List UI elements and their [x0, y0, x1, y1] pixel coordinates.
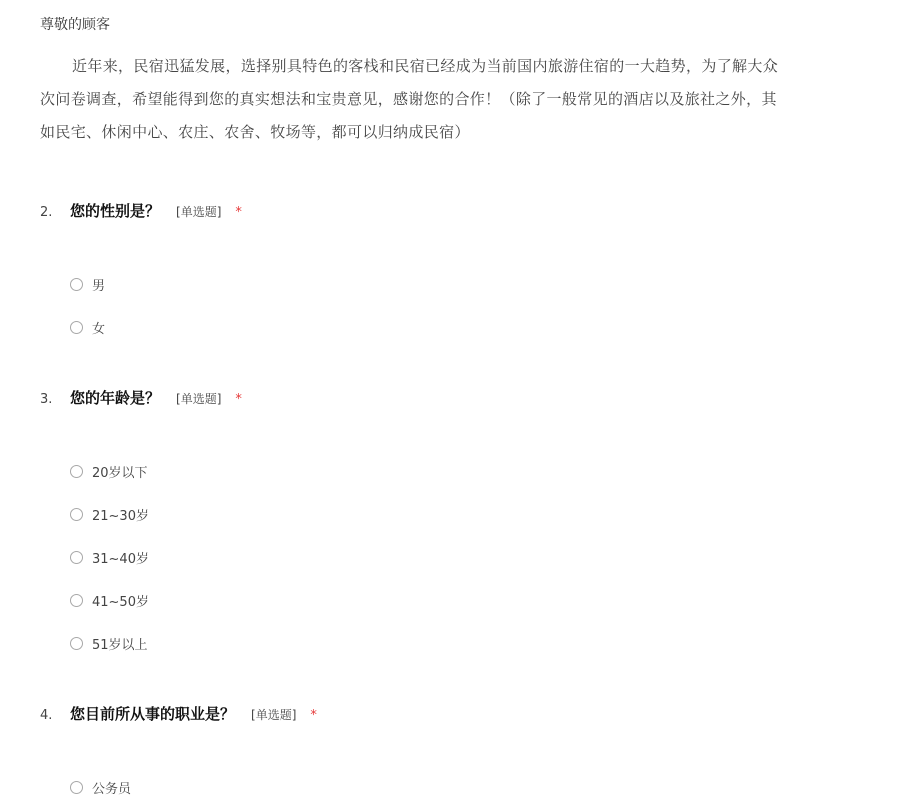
option-label: 男 — [92, 279, 106, 294]
question-number: 4. — [40, 708, 53, 723]
option-age-21-30[interactable] — [70, 493, 880, 536]
question-occupation — [40, 703, 880, 800]
options-list — [70, 263, 880, 349]
option-label: 21~30岁 — [92, 509, 149, 524]
option-label: 31~40岁 — [92, 552, 149, 567]
intro-line: 近年来，民宿迅猛发展，选择别具特色的客栈和民宿已经成为当前国内旅游住宿的一大趋势，为了解大众 — [72, 57, 779, 75]
radio-button[interactable] — [70, 278, 83, 291]
option-male[interactable] — [70, 263, 880, 306]
options-list — [70, 450, 880, 665]
question-header — [40, 387, 880, 411]
option-label: 公务员 — [92, 782, 132, 797]
option-age-under-20[interactable] — [70, 450, 880, 493]
option-label: 女 — [92, 322, 106, 337]
option-civil-servant[interactable] — [70, 766, 880, 800]
radio-button[interactable] — [70, 465, 83, 478]
option-label: 41~50岁 — [92, 595, 149, 610]
intro-line: 如民宅、休闲中心、农庄、农舍、牧场等，都可以归纳成民宿） — [40, 123, 470, 141]
option-age-41-50[interactable] — [70, 579, 880, 622]
question-header — [40, 703, 880, 727]
question-header — [40, 200, 880, 224]
required-marker: * — [235, 205, 242, 220]
radio-button[interactable] — [70, 637, 83, 650]
option-age-over-51[interactable] — [70, 622, 880, 665]
question-title: 您的性别是？ — [70, 202, 161, 220]
option-female[interactable] — [70, 306, 880, 349]
question-title: 您目前所从事的职业是？ — [70, 705, 236, 723]
question-title: 您的年龄是？ — [70, 389, 161, 407]
option-label: 20岁以下 — [92, 466, 148, 481]
options-list — [70, 766, 880, 800]
radio-button[interactable] — [70, 508, 83, 521]
intro-line: 次问卷调查，希望能得到您的真实想法和宝贵意见，感谢您的合作！（除了一般常见的酒店以及旅社之外，其 — [40, 90, 777, 108]
question-type-label: [单选题] — [176, 392, 222, 406]
required-marker: * — [235, 392, 242, 407]
required-marker: * — [310, 708, 317, 723]
greeting-text: 尊敬的顾客 — [40, 17, 110, 33]
radio-button[interactable] — [70, 594, 83, 607]
intro-paragraph — [40, 50, 900, 149]
question-type-label: [单选题] — [176, 205, 222, 219]
question-gender — [40, 200, 880, 349]
radio-button[interactable] — [70, 781, 83, 794]
question-age — [40, 387, 880, 665]
radio-button[interactable] — [70, 321, 83, 334]
question-number: 3. — [40, 392, 53, 407]
question-number: 2. — [40, 205, 53, 220]
question-type-label: [单选题] — [251, 708, 297, 722]
option-label: 51岁以上 — [92, 638, 148, 653]
radio-button[interactable] — [70, 551, 83, 564]
option-age-31-40[interactable] — [70, 536, 880, 579]
